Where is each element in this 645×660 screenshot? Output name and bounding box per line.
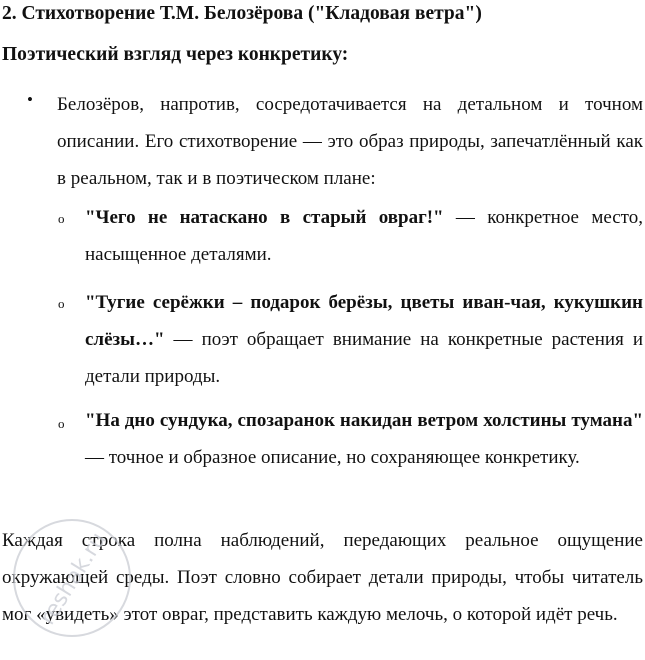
sub-item-comment: — точное и образное описание, но сохраняющее конкретику. (85, 447, 580, 468)
sub-item-comment: — конкретное место, насыщенное деталями. (85, 207, 643, 265)
watermark-text: reshak.ru (35, 528, 112, 630)
sub-item-quote: "На дно сундука, спозаранок накидан ветром холстины тумана" (85, 410, 643, 431)
bullet-marker: • (27, 90, 33, 109)
sub-item-quote: "Тугие серёжки – подарок берёзы, цветы иван-чая, кукушкин слёзы…" (85, 292, 643, 350)
sub-item-comment: — поэт обращает внимание на конкретные растения и детали природы. (85, 329, 643, 387)
subsection-heading: Поэтический взгляд через конкретику: (2, 44, 349, 65)
closing-paragraph: Каждая строка полна наблюдений, передающих реальное ощущение окружающей среды. Поэт словно собирает детали природы, чтобы читатель мог «увидеть» этот овраг, представить каждую мелочь, о которой идёт речь. (2, 530, 643, 625)
sub-item-1 (85, 199, 643, 273)
sub-item-marker: o (58, 416, 65, 431)
sub-item-marker: o (58, 211, 65, 226)
sub-item-3 (85, 402, 643, 476)
sub-item-quote: "Чего не натаскано в старый овраг!" (85, 207, 444, 228)
section-heading: 2. Стихотворение Т.М. Белозёрова ("Кладовая ветра") (2, 3, 482, 24)
sub-item-marker: o (58, 296, 65, 311)
sub-item-2 (85, 284, 643, 395)
bullet-paragraph: Белозёров, напротив, сосредотачивается на детальном и точном описании. Его стихотворение — это образ природы, запечатлённый как в реальном, так и в поэтическом плане: (57, 94, 643, 189)
